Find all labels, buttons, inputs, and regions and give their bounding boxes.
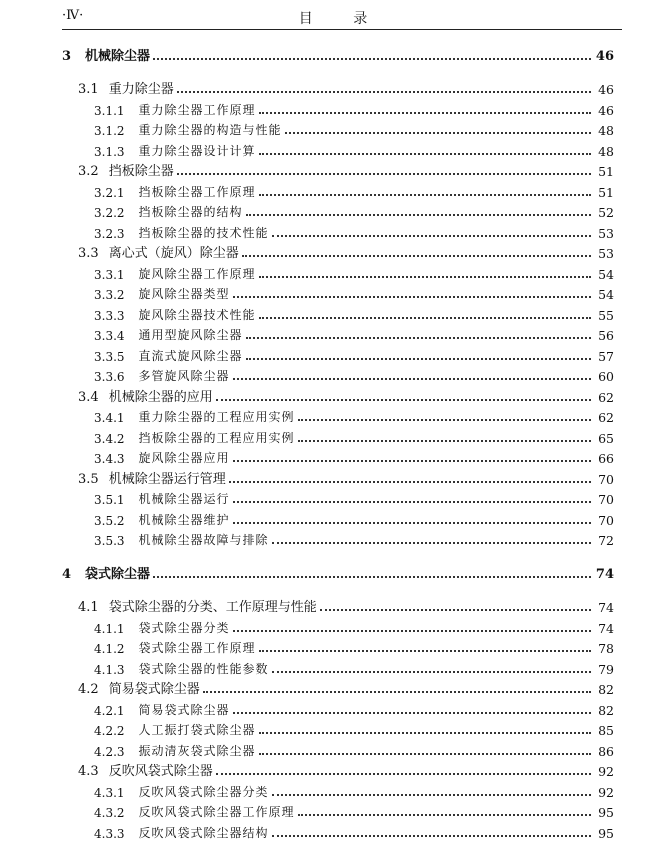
toc-entry-number: 3.4.3 xyxy=(94,452,125,466)
toc-entry-number: 3.5 xyxy=(78,471,99,487)
toc-entry-title: 挡板除尘器的结构 xyxy=(138,205,243,219)
toc-subsection xyxy=(62,282,614,302)
toc-entry-number: 4.1.3 xyxy=(94,662,125,677)
toc-entry-number: 4.2 xyxy=(78,682,99,697)
toc-entry-title: 挡板除尘器的工程应用实例 xyxy=(138,430,295,445)
toc-entry-title: 反吹风袋式除尘器结构 xyxy=(138,825,269,840)
toc-entry-page: 60 xyxy=(598,369,614,384)
toc-subsection xyxy=(62,364,614,384)
toc-entry-page: 70 xyxy=(598,471,614,487)
toc-entry-page: 95 xyxy=(598,805,614,820)
toc-subsection xyxy=(62,780,614,800)
dot-leader xyxy=(272,794,591,796)
dot-leader xyxy=(233,630,591,632)
toc-entry-title: 直流式旋风除尘器 xyxy=(138,348,243,363)
toc-entry-number: 3.5.1 xyxy=(94,493,125,507)
toc-entry-number: 3.4 xyxy=(78,389,99,405)
page-header xyxy=(62,8,622,28)
toc-entry-number: 4.3.3 xyxy=(94,826,125,841)
toc-entry-title: 挡板除尘器工作原理 xyxy=(138,184,256,199)
toc-subsection xyxy=(62,426,614,446)
toc-entry-number: 3.2.3 xyxy=(94,226,125,241)
toc-entry-number: 3.4.1 xyxy=(94,411,125,425)
toc-entry-title: 袋式除尘器的分类、工作原理与性能 xyxy=(108,600,317,615)
toc-entry-title: 振动清灰袋式除尘器 xyxy=(138,743,256,758)
toc-entry-number: 3.5.2 xyxy=(94,513,125,528)
toc-subsection xyxy=(62,98,614,118)
toc-chapter xyxy=(62,562,614,582)
toc-entry-title: 重力除尘器 xyxy=(108,82,174,97)
toc-subsection xyxy=(62,718,614,738)
toc-entry-number: 3.3.5 xyxy=(94,349,125,364)
toc-subsection xyxy=(62,180,614,200)
toc-section xyxy=(62,77,614,97)
toc-entry-page: 95 xyxy=(598,825,614,841)
toc-entry-page: 82 xyxy=(598,682,614,697)
toc-entry-title: 机械除尘器运行管理 xyxy=(108,471,226,487)
toc-subsection xyxy=(62,118,614,138)
toc-entry-title: 袋式除尘器工作原理 xyxy=(138,641,256,655)
toc-entry-page: 51 xyxy=(598,164,614,179)
toc-entry-title: 重力除尘器的工程应用实例 xyxy=(138,410,295,424)
toc-entry-title: 反吹风袋式除尘器分类 xyxy=(138,784,269,799)
toc-subsection xyxy=(62,636,614,656)
dot-leader xyxy=(246,358,591,360)
toc-entry-page: 82 xyxy=(598,702,614,718)
toc-entry-page: 46 xyxy=(595,49,614,64)
dot-leader xyxy=(233,296,591,298)
toc-entry-page: 65 xyxy=(598,430,614,446)
toc-subsection xyxy=(62,739,614,759)
dot-leader xyxy=(259,732,591,734)
toc-entry-number: 4.1.2 xyxy=(94,642,125,656)
toc-entry-number: 3.2.2 xyxy=(94,206,125,220)
toc-subsection xyxy=(62,528,614,548)
toc-entry-number: 4.2.3 xyxy=(94,744,125,759)
dot-leader xyxy=(233,378,591,380)
toc-entry-page: 54 xyxy=(598,287,614,302)
dot-leader xyxy=(272,835,591,837)
toc-entry-title: 挡板除尘器 xyxy=(108,164,174,179)
dot-leader xyxy=(298,814,591,816)
toc-subsection xyxy=(62,487,614,507)
dot-leader xyxy=(233,501,591,503)
toc-entry-title: 机械除尘器故障与排除 xyxy=(138,533,269,547)
toc-entry-title: 袋式除尘器 xyxy=(85,567,151,582)
toc-subsection xyxy=(62,800,614,820)
dot-leader xyxy=(298,419,591,421)
toc-entry-number: 4.1 xyxy=(78,600,99,615)
toc-entry-number: 3.1.3 xyxy=(94,144,125,159)
toc-subsection xyxy=(62,323,614,343)
toc-entry-title: 旋风除尘器应用 xyxy=(138,451,230,465)
toc-entry-page: 79 xyxy=(598,661,614,677)
toc-entry-number: 3 xyxy=(62,49,72,64)
toc-entry-title: 反吹风袋式除尘器工作原理 xyxy=(138,805,295,819)
toc-entry-page: 85 xyxy=(598,723,614,738)
toc-entry-page: 57 xyxy=(598,348,614,364)
toc-entry-number: 3.2.1 xyxy=(94,185,125,200)
toc-entry-number: 3.3.1 xyxy=(94,267,125,282)
toc-entry-number: 4 xyxy=(62,567,72,582)
dot-leader xyxy=(272,235,591,237)
toc-entry-number: 4.2.1 xyxy=(94,703,125,718)
dot-leader xyxy=(153,58,591,60)
toc-entry-title: 机械除尘器的应用 xyxy=(108,389,213,405)
toc-entry-title: 人工振打袋式除尘器 xyxy=(138,723,256,737)
page-number: ·Ⅳ· xyxy=(62,8,84,23)
toc-entry-page: 70 xyxy=(598,512,614,528)
toc-entry-title: 旋风除尘器工作原理 xyxy=(138,266,256,281)
dot-leader xyxy=(216,773,591,775)
toc-entry-title: 多管旋风除尘器 xyxy=(138,369,230,383)
dot-leader xyxy=(259,112,591,114)
toc-subsection xyxy=(62,262,614,282)
dot-leader xyxy=(259,153,591,155)
dot-leader xyxy=(246,214,591,216)
toc-entry-title: 重力除尘器的构造与性能 xyxy=(138,123,282,137)
toc-entry-page: 55 xyxy=(598,307,614,323)
toc-entry-title: 简易袋式除尘器 xyxy=(138,702,230,717)
dot-leader xyxy=(177,91,591,93)
toc-section xyxy=(62,159,614,179)
toc-entry-number: 4.2.2 xyxy=(94,724,125,738)
toc-entry-page: 46 xyxy=(598,82,614,97)
toc-entry-number: 3.1.1 xyxy=(94,103,125,118)
toc-entry-number: 3.3.2 xyxy=(94,288,125,302)
toc-entry-title: 离心式（旋风）除尘器 xyxy=(108,246,239,261)
toc-subsection xyxy=(62,344,614,364)
toc-subsection xyxy=(62,303,614,323)
toc-entry-title: 重力除尘器设计计算 xyxy=(138,143,256,158)
dot-leader xyxy=(259,317,591,319)
dot-leader xyxy=(298,440,591,442)
toc-entry-number: 4.3.2 xyxy=(94,806,125,820)
toc-entry-page: 78 xyxy=(598,641,614,656)
page-title: 目 录 xyxy=(298,11,386,27)
toc-entry-page: 51 xyxy=(598,184,614,200)
toc-entry-title: 机械除尘器 xyxy=(85,49,151,64)
toc-subsection xyxy=(62,405,614,425)
dot-leader xyxy=(246,337,591,339)
toc-entry-page: 72 xyxy=(598,533,614,548)
dot-leader xyxy=(285,132,591,134)
toc-entry-page: 86 xyxy=(598,743,614,759)
toc-entry-number: 3.3.3 xyxy=(94,308,125,323)
toc-entry-page: 53 xyxy=(598,225,614,241)
toc-subsection xyxy=(62,139,614,159)
dot-leader xyxy=(203,691,591,693)
dot-leader xyxy=(320,609,591,611)
toc-section xyxy=(62,595,614,615)
toc-entry-page: 48 xyxy=(598,123,614,138)
toc-entry-page: 74 xyxy=(598,600,614,615)
toc-entry-number: 3.2 xyxy=(78,164,99,179)
toc-entry-title: 机械除尘器维护 xyxy=(138,512,230,527)
dot-leader xyxy=(229,481,591,483)
toc-section xyxy=(62,759,614,779)
toc-entry-title: 通用型旋风除尘器 xyxy=(138,328,243,342)
toc-entry-page: 52 xyxy=(598,205,614,220)
toc-entry-page: 62 xyxy=(598,410,614,425)
toc-entry-title: 挡板除尘器的技术性能 xyxy=(138,225,269,240)
toc-subsection xyxy=(62,657,614,677)
toc-subsection xyxy=(62,698,614,718)
toc-section xyxy=(62,677,614,697)
dot-leader xyxy=(259,650,591,652)
toc-entry-title: 旋风除尘器技术性能 xyxy=(138,307,256,322)
dot-leader xyxy=(177,173,591,175)
dot-leader xyxy=(153,576,591,578)
toc-chapter xyxy=(62,44,614,64)
toc-section xyxy=(62,385,614,405)
toc-subsection xyxy=(62,616,614,636)
toc-entry-page: 92 xyxy=(598,764,614,779)
toc-entry-page: 48 xyxy=(598,143,614,159)
toc-entry-title: 袋式除尘器分类 xyxy=(138,620,230,635)
toc-entry-page: 54 xyxy=(598,266,614,282)
toc-entry-page: 46 xyxy=(598,102,614,118)
toc-subsection xyxy=(62,508,614,528)
dot-leader xyxy=(233,712,591,714)
dot-leader xyxy=(242,255,591,257)
dot-leader xyxy=(216,399,591,401)
toc-section xyxy=(62,467,614,487)
toc-subsection xyxy=(62,446,614,466)
toc-entry-number: 3.3.4 xyxy=(94,329,125,343)
toc-subsection xyxy=(62,221,614,241)
toc-entry-title: 机械除尘器运行 xyxy=(138,492,230,506)
toc-entry-page: 74 xyxy=(598,620,614,636)
dot-leader xyxy=(233,460,591,462)
toc-entry-number: 3.3 xyxy=(78,246,99,261)
toc-entry-number: 3.1 xyxy=(78,82,99,97)
toc-entry-number: 3.3.6 xyxy=(94,370,125,384)
header-rule xyxy=(62,29,622,30)
toc-entry-number: 4.3.1 xyxy=(94,785,125,800)
toc-entry-title: 袋式除尘器的性能参数 xyxy=(138,661,269,676)
toc-entry-page: 74 xyxy=(595,567,614,582)
toc-entry-title: 反吹风袋式除尘器 xyxy=(108,764,213,779)
toc-entry-title: 重力除尘器工作原理 xyxy=(138,102,256,117)
toc-entry-number: 4.3 xyxy=(78,764,99,779)
dot-leader xyxy=(272,671,591,673)
dot-leader xyxy=(272,542,591,544)
toc-subsection xyxy=(62,821,614,841)
toc-entry-page: 92 xyxy=(598,784,614,800)
dot-leader xyxy=(259,194,591,196)
toc-entry-page: 56 xyxy=(598,328,614,343)
toc-entry-page: 70 xyxy=(598,492,614,507)
toc-entry-page: 62 xyxy=(598,389,614,405)
toc-entry-number: 3.5.3 xyxy=(94,534,125,548)
toc-entry-number: 3.4.2 xyxy=(94,431,125,446)
dot-leader xyxy=(233,522,591,524)
toc-entry-number: 4.1.1 xyxy=(94,621,125,636)
dot-leader xyxy=(259,753,591,755)
toc-entry-title: 简易袋式除尘器 xyxy=(108,682,200,697)
toc-entry-page: 53 xyxy=(598,246,614,261)
toc-entry-title: 旋风除尘器类型 xyxy=(138,287,230,301)
dot-leader xyxy=(259,276,591,278)
toc-subsection xyxy=(62,200,614,220)
toc-section xyxy=(62,241,614,261)
toc-entry-number: 3.1.2 xyxy=(94,124,125,138)
toc-entry-page: 66 xyxy=(598,451,614,466)
